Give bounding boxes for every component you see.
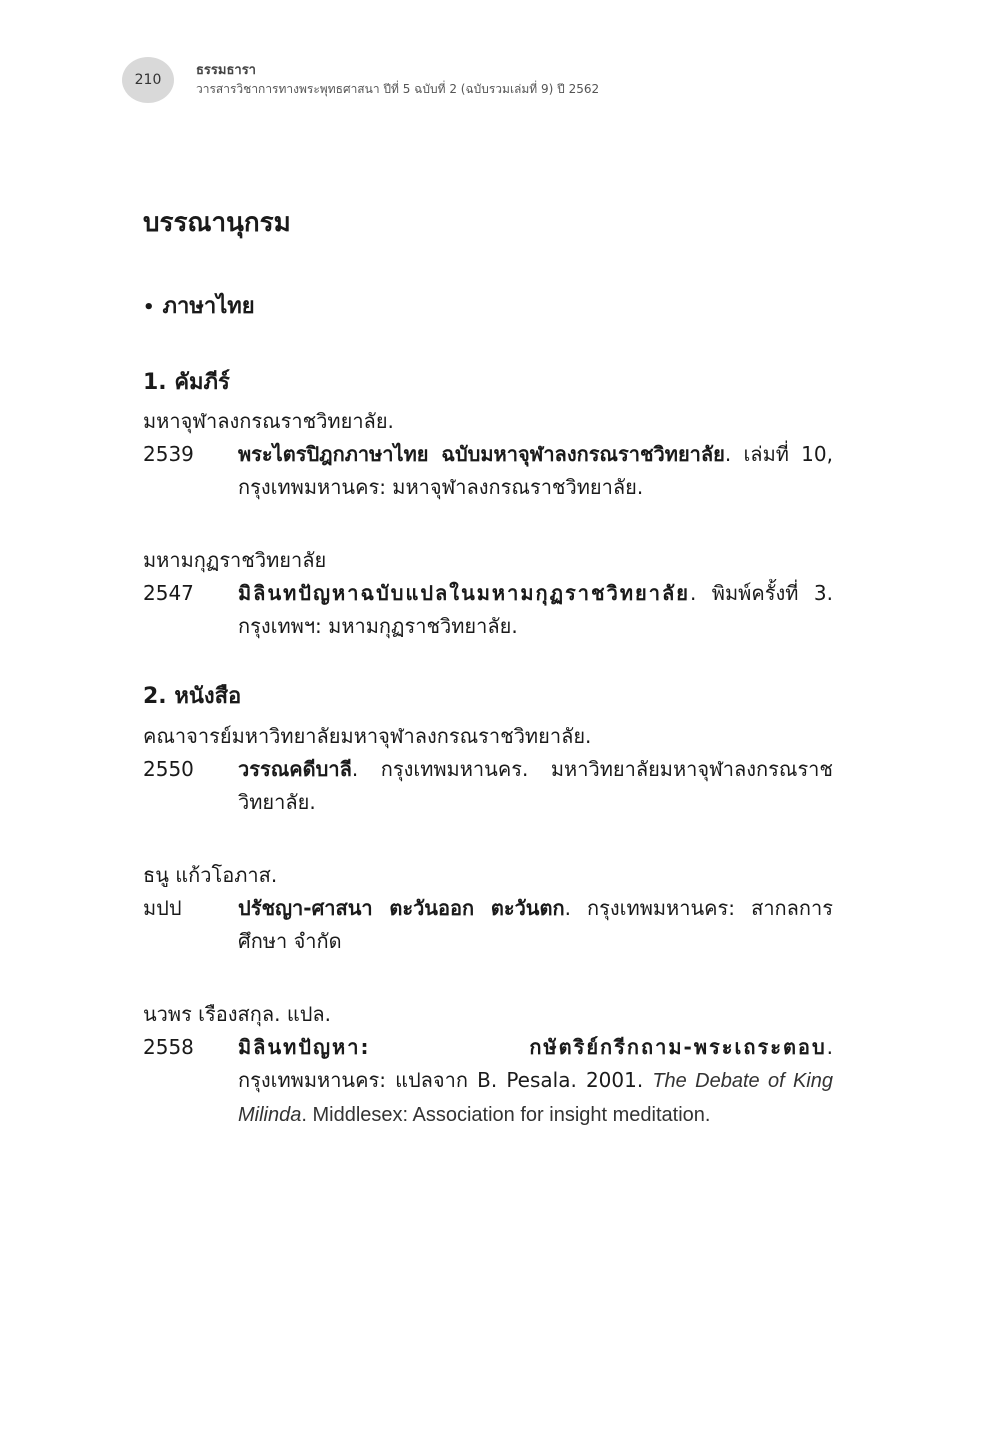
entry-reference xyxy=(143,1031,833,1132)
language-heading xyxy=(143,293,833,322)
section-heading-scriptures: 1. คัมภีร์ xyxy=(143,369,230,395)
entry-reference xyxy=(143,753,833,819)
bibliography-content xyxy=(143,208,833,1172)
entry-author: นวพร เรืองสกุล. แปล. xyxy=(143,1001,332,1026)
journal-subtitle: วารสารวิชาการทางพระพุทธศาสนา ปีที่ 5 ฉบับที่ 2 (ฉบับรวมเล่มที่ 9) ปี 2562 xyxy=(196,82,600,96)
entry-details: . กรุงเทพมหานคร: สากลการศึกษา จำกัด xyxy=(238,895,834,953)
entry-text xyxy=(238,438,833,504)
running-header xyxy=(196,64,599,95)
entry-author: มหามกุฏราชวิทยาลัย xyxy=(143,548,327,573)
journal-name: ธรรมธารา xyxy=(196,63,256,78)
entry-details: . กรุงเทพมหานคร: แปลจาก B. Pesala. 2001. xyxy=(238,1034,833,1092)
entry-title: พระไตรปิฎกภาษาไทย ฉบับมหาจุฬาลงกรณราชวิทยาลัย xyxy=(238,442,725,467)
bibliography-entry xyxy=(143,720,833,819)
entry-year: 2547 xyxy=(143,581,194,606)
entry-english-details: . Middlesex: Association for insight meditation. xyxy=(301,1103,711,1126)
entry-reference xyxy=(143,577,833,643)
bibliography-entry xyxy=(143,859,833,958)
entry-author: คณาจารย์มหาวิทยาลัยมหาจุฬาลงกรณราชวิทยาลัย. xyxy=(143,723,592,748)
bibliography-title: บรรณานุกรม xyxy=(143,208,291,238)
entry-text xyxy=(238,1031,833,1132)
language-heading-label: ภาษาไทย xyxy=(162,294,255,320)
entry-details: . กรุงเทพมหานคร. มหาวิทยาลัยมหาจุฬาลงกรณราชวิทยาลัย. xyxy=(238,756,833,814)
bibliography-entry xyxy=(143,405,833,504)
entry-english-title: The Debate of King Milinda xyxy=(238,1069,833,1126)
bibliography-entry xyxy=(143,544,833,643)
entry-text xyxy=(238,577,833,643)
entry-reference xyxy=(143,892,833,958)
bullet-icon: • xyxy=(143,296,155,318)
entry-details: . พิมพ์ครั้งที่ 3. กรุงเทพฯ: มหามกุฏราชวิทยาลัย. xyxy=(238,581,833,639)
entry-year: 2550 xyxy=(143,756,194,781)
entry-year: 2539 xyxy=(143,442,194,467)
entry-details: . เล่มที่ 10, กรุงเทพมหานคร: มหาจุฬาลงกรณราชวิทยาลัย. xyxy=(238,442,833,500)
page-number-badge xyxy=(122,57,174,103)
entry-title: วรรณคดีบาลี xyxy=(238,756,352,781)
entry-title: มิลินทปัญหา: กษัตริย์กรีกถาม-พระเถระตอบ xyxy=(238,1034,827,1059)
entry-author: ธนู แก้วโอภาส. xyxy=(143,862,278,887)
entry-title: ปรัชญา-ศาสนา ตะวันออก ตะวันตก xyxy=(238,895,565,920)
entry-text xyxy=(238,753,833,819)
entry-title: มิลินทปัญหาฉบับแปลในมหามกุฏราชวิทยาลัย xyxy=(238,581,690,606)
section-heading-books: 2. หนังสือ xyxy=(143,684,242,710)
bibliography-entry xyxy=(143,998,833,1132)
entry-year: 2558 xyxy=(143,1034,194,1059)
entry-text xyxy=(238,892,833,958)
entry-year: มปป xyxy=(143,895,182,920)
page-number: 210 xyxy=(134,72,162,88)
entry-reference xyxy=(143,438,833,504)
entry-author: มหาจุฬาลงกรณราชวิทยาลัย. xyxy=(143,409,394,434)
